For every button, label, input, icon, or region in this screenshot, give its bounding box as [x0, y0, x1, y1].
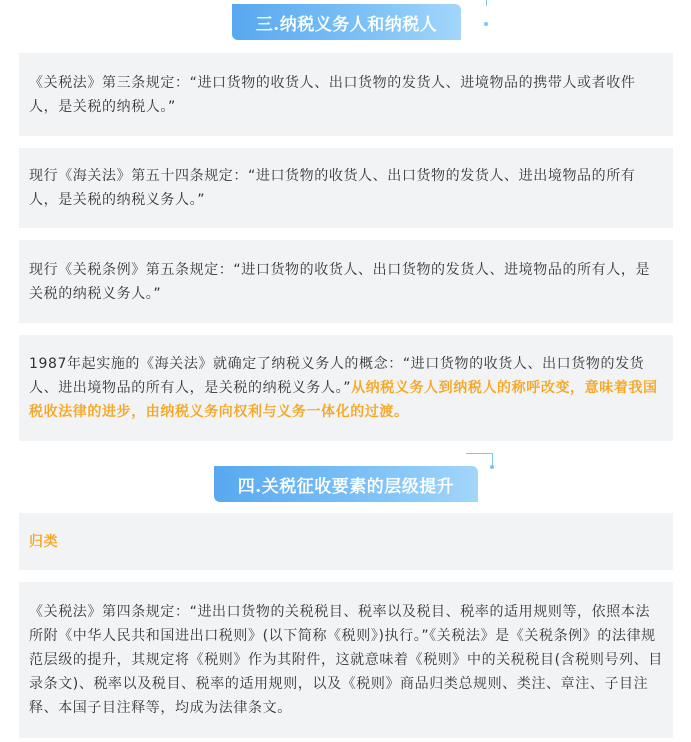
highlight-text: 从纳税义务人到纳税人的称呼改变，意味着我国税收法律的进步，由纳税义务向权利与义务一体化的过渡。	[29, 380, 658, 420]
paragraph-text: 《关税法》第三条规定：“进口货物的收货人、出口货物的发货人、进境物品的携带人或者收件人，是关税的纳税人。”	[29, 74, 636, 115]
paragraph-main-text: 1987年起实施的《海关法》就确定了纳税义务人的概念：“进口货物的收货人、出口货物的发货人、进出境物品的所有人，是关税的纳税义务人。”	[29, 356, 645, 396]
heading-decoration-dot	[484, 22, 488, 26]
paragraph-text: 现行《海关法》第五十四条规定：“进口货物的收货人、出口货物的发货人、进出境物品的所有人，是关税的纳税义务人。”	[29, 168, 636, 208]
heading-decoration-line	[466, 453, 493, 454]
section-heading-3: 三.纳税义务人和纳税人	[232, 4, 461, 40]
heading-decoration-line	[486, 0, 487, 6]
paragraph-box	[19, 582, 673, 738]
paragraph-text: 《关税法》第四条规定：“进出口货物的关税税目、税率以及税目、税率的适用规则等，依照本法所附《中华人民共和国进出口税则》(以下简称《税则》)执行。”《关税法》是《关税条例》的法律规范层级的提升，其规定将《税则》作为其附件，这就意味着《税则》中的关税税目(含税则号列、目录条文)、税率以及税目、税率的适用规则，以及《税则》商品归类总规则、类注、章注、子目注释、本国子目注释等，均成为法律条文。	[29, 604, 663, 716]
paragraph-text: 现行《关税条例》第五条规定：“进口货物的收货人、出口货物的发货人、进境物品的所有人，是关税的纳税义务人。”	[29, 261, 651, 302]
paragraph-text	[29, 352, 663, 424]
paragraph-box	[19, 53, 673, 136]
label-box	[19, 513, 673, 570]
paragraph-box	[19, 148, 673, 228]
section-heading-4: 四.关税征收要素的层级提升	[214, 466, 478, 502]
heading-decoration-dot	[490, 465, 494, 469]
paragraph-box	[19, 240, 673, 323]
category-label: 归类	[29, 533, 59, 550]
paragraph-box	[19, 335, 673, 441]
